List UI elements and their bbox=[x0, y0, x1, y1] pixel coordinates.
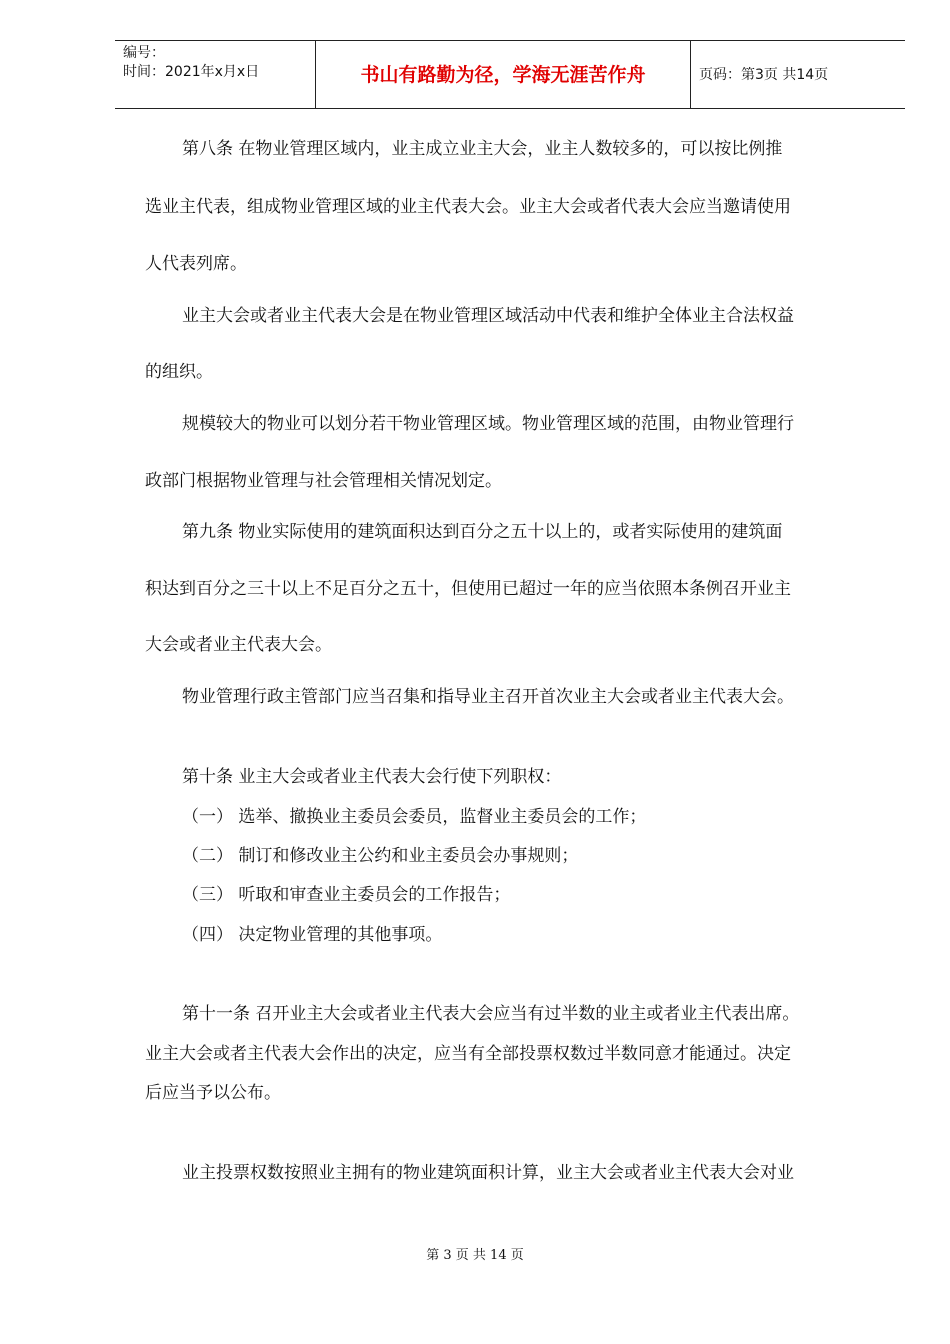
article-8-line-3: 人代表列席。 bbox=[145, 254, 247, 274]
paragraph-zoning-line-2: 政部门根据物业管理与社会管理相关情况划定。 bbox=[145, 471, 502, 491]
article-10-title: 第十条 业主大会或者业主代表大会行使下列职权： bbox=[182, 767, 562, 787]
header-motto-cell bbox=[316, 41, 691, 108]
article-9-line-1: 第九条 物业实际使用的建筑面积达到百分之五十以上的，或者实际使用的建筑面 bbox=[182, 522, 783, 542]
article-11-line-3: 后应当予以公布。 bbox=[145, 1083, 281, 1103]
header-page-cell bbox=[691, 41, 905, 108]
article-10-item-2: （二） 制订和修改业主公约和业主委员会办事规则； bbox=[182, 846, 579, 866]
article-10-item-4: （四） 决定物业管理的其他事项。 bbox=[182, 925, 443, 945]
time-label: 时间：2021年x月x日 bbox=[123, 64, 260, 80]
article-8-line-2: 选业主代表，组成物业管理区域的业主代表大会。业主大会或者代表大会应当邀请使用 bbox=[145, 197, 791, 217]
paragraph-first-meeting: 物业管理行政主管部门应当召集和指导业主召开首次业主大会或者业主代表大会。 bbox=[182, 687, 794, 707]
article-11-line-1: 第十一条 召开业主大会或者业主代表大会应当有过半数的业主或者业主代表出席。 bbox=[182, 1004, 800, 1024]
page-header bbox=[115, 40, 905, 109]
paragraph-zoning-line-1: 规模较大的物业可以划分若干物业管理区域。物业管理区域的范围，由物业管理行 bbox=[182, 414, 794, 434]
article-9-line-3: 大会或者业主代表大会。 bbox=[145, 635, 332, 655]
paragraph-owners-assembly-line-2: 的组织。 bbox=[145, 362, 213, 382]
article-8-line-1: 第八条 在物业管理区域内，业主成立业主大会，业主人数较多的，可以按比例推 bbox=[182, 139, 783, 159]
serial-label: 编号： bbox=[123, 45, 165, 61]
article-9-line-2: 积达到百分之三十以上不足百分之五十，但使用已超过一年的应当依照本条例召开业主 bbox=[145, 579, 791, 599]
page-footer: 第 3 页 共 14 页 bbox=[426, 1248, 524, 1263]
header-page-info: 页码：第3页 共14页 bbox=[699, 67, 829, 83]
paragraph-owners-assembly-line-1: 业主大会或者业主代表大会是在物业管理区域活动中代表和维护全体业主合法权益 bbox=[182, 306, 794, 326]
motto: 书山有路勤为径，学海无涯苦作舟 bbox=[360, 64, 646, 86]
article-11-line-2: 业主大会或者主代表大会作出的决定，应当有全部投票权数过半数同意才能通过。决定 bbox=[145, 1044, 791, 1064]
article-10-item-1: （一） 选举、撤换业主委员会委员，监督业主委员会的工作； bbox=[182, 807, 647, 827]
paragraph-voting-line-1: 业主投票权数按照业主拥有的物业建筑面积计算，业主大会或者业主代表大会对业 bbox=[182, 1163, 794, 1183]
article-10-item-3: （三） 听取和审查业主委员会的工作报告； bbox=[182, 885, 511, 905]
header-meta-cell bbox=[115, 41, 316, 108]
